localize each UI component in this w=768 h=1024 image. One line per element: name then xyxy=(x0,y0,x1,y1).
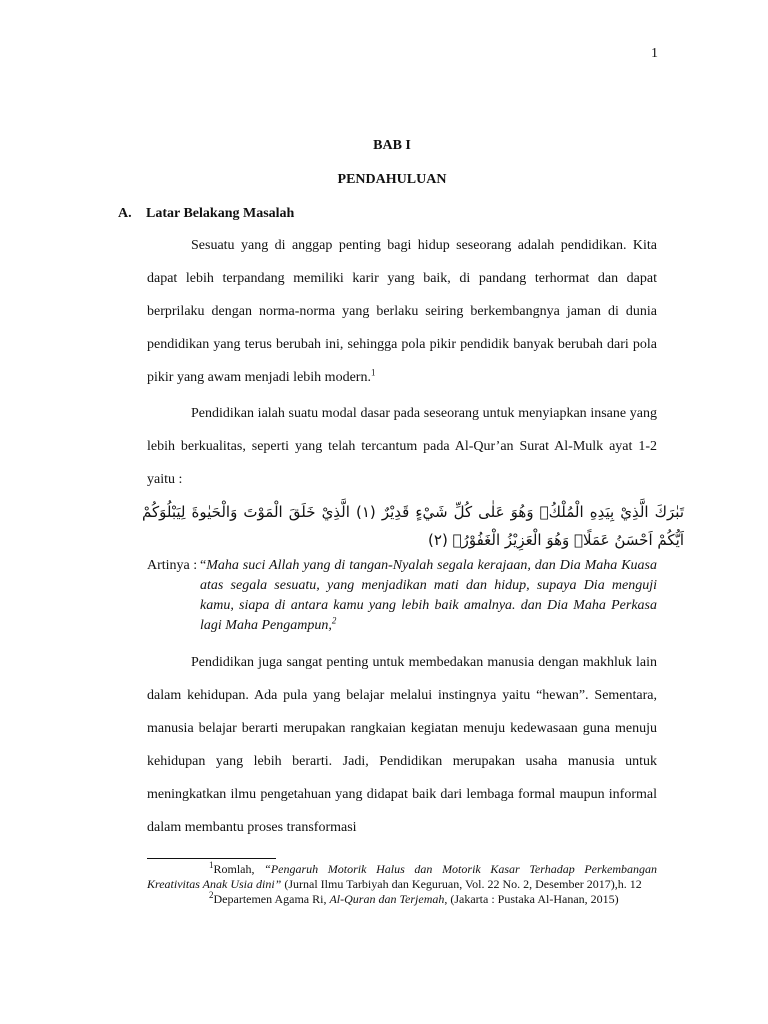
footnote-details: (Jurnal Ilmu Tarbiyah dan Keguruan, Vol. 22 No. 2, Desember 2017),h. 12 xyxy=(281,877,642,891)
footnote-title: Al-Quran dan Terjemah xyxy=(329,892,445,906)
footnote-number: 1 xyxy=(209,860,214,870)
translation-text: Maha suci Allah yang di tangan-Nyalah segala kerajaan, dan Dia Maha Kuasa atas segala sesuatu, yang menjadikan mati dan hidup, supaya Dia menguji kamu, siapa di antara kamu yang lebih baik amalnya. dan Dia Maha Perkasa lagi Maha Pengampun, xyxy=(200,558,657,633)
body-paragraph xyxy=(147,229,657,394)
footnote-reference: 1 xyxy=(370,367,376,378)
translation-label: Artinya : xyxy=(147,558,198,573)
chapter-subtitle: PENDAHULUAN xyxy=(337,172,447,187)
footnote-reference: 2 xyxy=(331,615,337,626)
footnote-separator xyxy=(147,858,276,859)
verse-translation xyxy=(147,556,657,636)
paragraph-text: Pendidikan ialah suatu modal dasar pada seseorang untuk menyiapkan insane yang lebih berkualitas, seperti yang telah tercantum pada Al-Qur’an Surat Al-Mulk ayat 1-2 yaitu : xyxy=(147,406,657,487)
body-paragraph xyxy=(147,397,657,496)
translation-body xyxy=(200,556,657,636)
footnote-number: 2 xyxy=(209,890,214,900)
chapter-title: BAB I xyxy=(373,138,411,153)
footnote xyxy=(147,892,657,907)
footnotes xyxy=(147,862,657,907)
paragraph-text: Sesuatu yang di anggap penting bagi hidup seseorang adalah pendidikan. Kita dapat lebih terpandang memiliki karir yang baik, di pandang terhormat dan dapat berprilaku dengan norma-norma yang berlaku seiring berkembangnya jaman di dunia pendidikan yang terus berubah ini, sehingga pola pikir pendidik banyak berubah dari pola pikir yang awam menjadi lebih modern. xyxy=(147,238,657,385)
paragraph-text: Pendidikan juga sangat penting untuk membedakan manusia dengan makhluk lain dalam kehidupan. Ada pula yang belajar melalui instingnya yaitu “hewan”. Sementara, manusia belajar berarti merupakan rangkaian kegiatan menuju kedewasaan guna menuju kehidupan yang lebih berarti. Jadi, Pendidikan merupakan usaha manusia untuk meningkatkan ilmu pengetahuan yang didapat baik dari lembaga formal maupun informal dalam membantu proses transformasi xyxy=(147,655,657,835)
footnote xyxy=(147,862,657,892)
footnote-details: , (Jakarta : Pustaka Al-Hanan, 2015) xyxy=(444,892,619,906)
arabic-verse: تَبٰرَكَ الَّذِيْ بِيَدِهِ الْمُلْكُۖ وَهُوَ عَلٰى كُلِّ شَيْءٍ قَدِيْرٌ (١) الَّذِيْ خَلَقَ الْمَوْتَ وَالْحَيٰوةَ لِيَبْلُوَكُمْ اَيُّكُمْ اَحْسَنُ عَمَلًاۗ وَهُوَ الْعَزِيْزُ الْغَفُوْرُۙ (٢) xyxy=(142,503,684,549)
translation-open-quote: “ xyxy=(200,558,207,573)
footnote-title: “Pengaruh Motorik Halus dan Motorik Kasar Terhadap Perkembangan Kreativitas Anak Usia dini” xyxy=(147,862,657,891)
section-letter: A. xyxy=(118,206,132,221)
section-heading xyxy=(118,206,294,222)
footnote-author: Departemen Agama Ri, xyxy=(213,892,330,906)
body-paragraph xyxy=(147,646,657,844)
footnote-author: Romlah, xyxy=(213,862,265,876)
page-number: 1 xyxy=(651,46,658,61)
section-title: Latar Belakang Masalah xyxy=(146,206,295,221)
